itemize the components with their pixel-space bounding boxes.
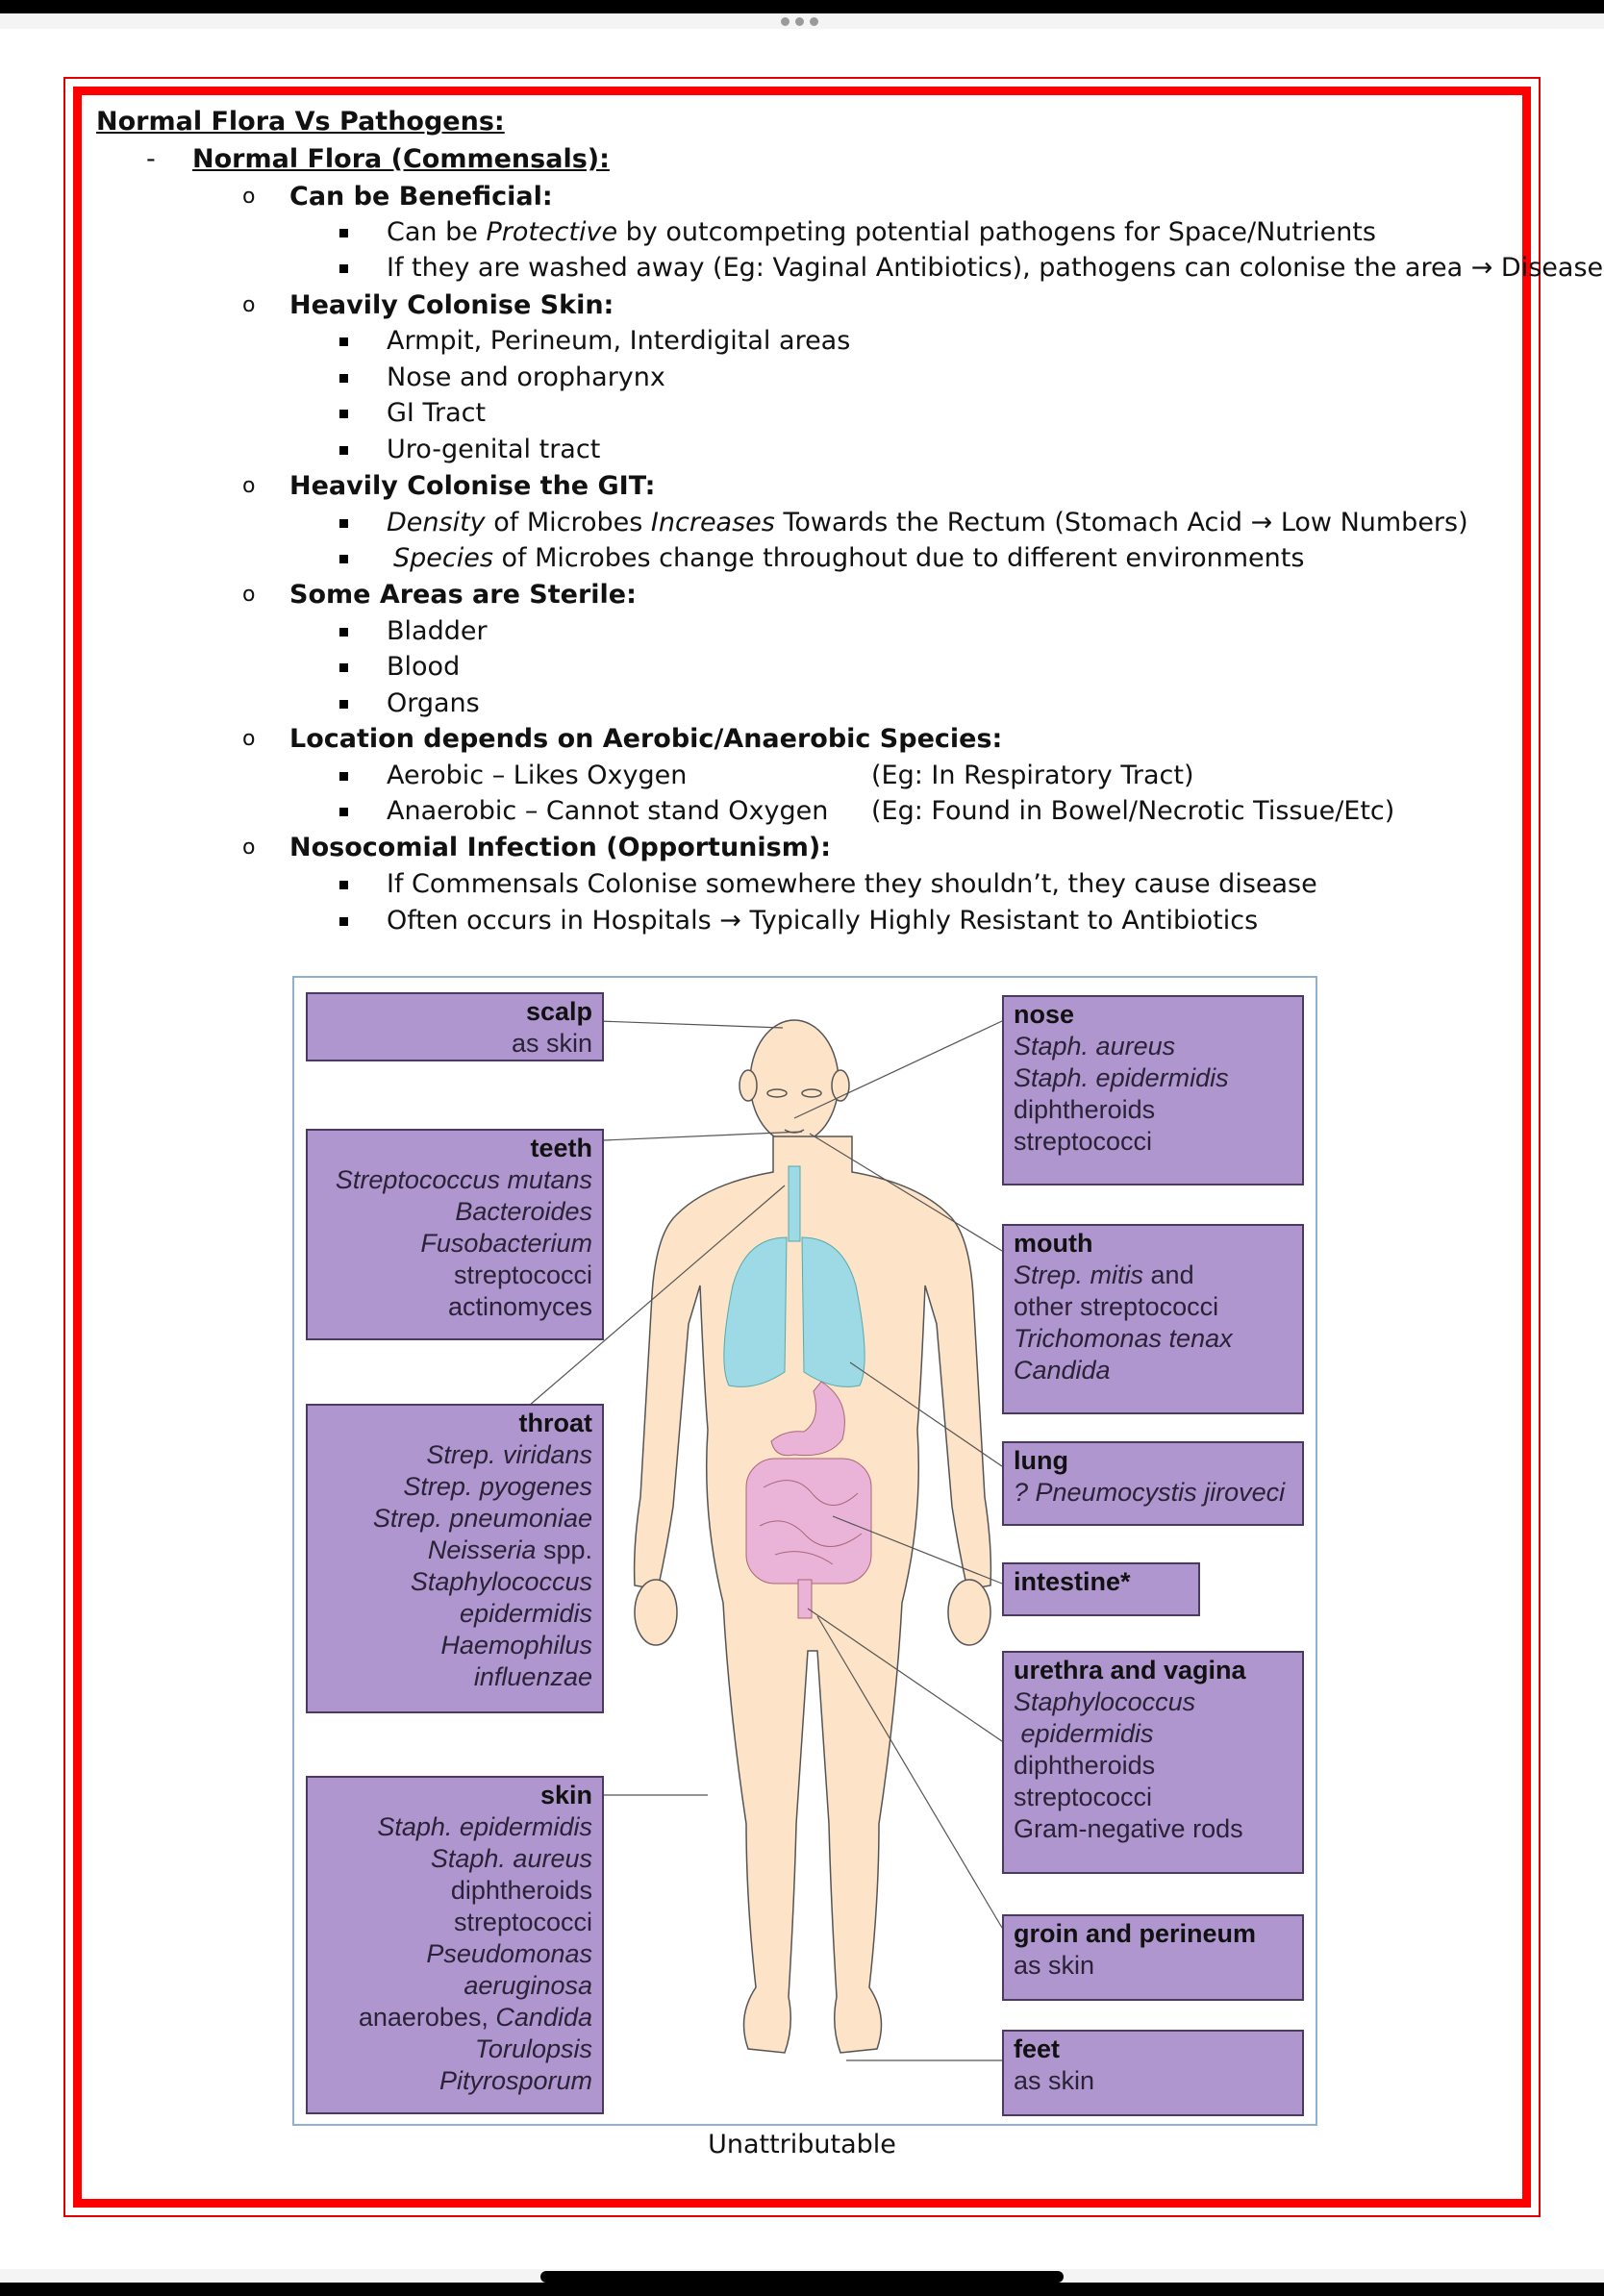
square-bullet-icon: [339, 772, 348, 781]
label-box-scalp: [306, 992, 604, 1061]
more-options-icon[interactable]: [781, 17, 823, 29]
label-line: diphtheroids: [450, 1876, 592, 1905]
label-line: Pityrosporum: [439, 2066, 592, 2095]
label-box-nose: [1002, 995, 1304, 1185]
status-bar: [0, 0, 1604, 13]
bullet-example: (Eg: In Respiratory Tract): [871, 761, 1194, 790]
label-line: Trichomonas tenax: [1014, 1324, 1233, 1353]
bullet-text: Can be Protective by outcompeting potential pathogens for Space/Nutrients: [387, 217, 1376, 247]
square-bullet-icon: [339, 628, 348, 636]
square-bullet-icon: [339, 337, 348, 346]
bullet-text: Density of Microbes Increases Towards the Rectum (Stomach Acid → Low Numbers): [387, 508, 1468, 537]
label-line: epidermidis: [1014, 1719, 1154, 1748]
label-line: Haemophilus: [440, 1631, 592, 1660]
label-line: influenzae: [473, 1662, 592, 1691]
section-title: Heavily Colonise the GIT:: [289, 471, 656, 501]
label-line: as skin: [511, 1029, 592, 1058]
bullet-text: GI Tract: [387, 398, 487, 428]
subheading: Normal Flora (Commensals):: [192, 144, 610, 174]
circle-bullet-icon: o: [242, 293, 256, 317]
label-title: skin: [539, 1781, 592, 1809]
section-title: Can be Beneficial:: [289, 182, 553, 212]
intestine-shape: [746, 1459, 871, 1584]
circle-bullet-icon: o: [242, 727, 256, 751]
label-title: feet: [1014, 2034, 1061, 2063]
square-bullet-icon: [339, 881, 348, 889]
label-line: Strep. mitis and: [1014, 1260, 1194, 1289]
square-bullet-icon: [339, 410, 348, 418]
square-bullet-icon: [339, 374, 348, 383]
label-title: mouth: [1014, 1229, 1093, 1258]
label-line: aeruginosa: [464, 1971, 592, 2000]
label-line: streptococci: [453, 1260, 592, 1289]
square-bullet-icon: [339, 917, 348, 926]
section-title: Some Areas are Sterile:: [289, 580, 637, 610]
label-line: Candida: [1014, 1356, 1111, 1385]
section-title: Nosocomial Infection (Opportunism):: [289, 833, 832, 862]
label-title: scalp: [525, 997, 592, 1026]
right-hand-shape: [948, 1580, 990, 1645]
trachea-shape: [789, 1166, 800, 1241]
bullet-text: If Commensals Colonise somewhere they shouldn’t, they cause disease: [387, 869, 1317, 899]
label-title: groin and perineum: [1014, 1919, 1257, 1948]
label-title: urethra and vagina: [1014, 1656, 1246, 1685]
square-bullet-icon: [339, 264, 348, 273]
bullet-text: If they are washed away (Eg: Vaginal Antibiotics), pathogens can colonise the area → Disease: [387, 253, 1604, 283]
label-line: Pseudomonas: [426, 1939, 592, 1968]
circle-bullet-icon: o: [242, 474, 256, 498]
circle-bullet-icon: o: [242, 836, 256, 860]
label-line: Torulopsis: [474, 2034, 592, 2063]
page-title: Normal Flora Vs Pathogens:: [96, 107, 505, 137]
bullet-text: Blood: [387, 652, 461, 682]
label-title: nose: [1014, 1000, 1075, 1029]
rectum-shape: [798, 1580, 812, 1618]
bullet-text: Uro-genital tract: [387, 435, 601, 464]
label-line: Strep. pyogenes: [403, 1472, 592, 1501]
bottom-bar: [0, 2283, 1604, 2296]
normal-flora-body-diagram: [292, 976, 1317, 2126]
label-line: ? Pneumocystis jiroveci: [1014, 1478, 1286, 1507]
label-title: throat: [518, 1409, 592, 1437]
bullet-text: Often occurs in Hospitals → Typically Highly Resistant to Antibiotics: [387, 906, 1259, 936]
bullet-text: Armpit, Perineum, Interdigital areas: [387, 326, 851, 356]
bullet-text: Nose and oropharynx: [387, 362, 665, 392]
square-bullet-icon: [339, 229, 348, 237]
label-line: Staph. aureus: [430, 1844, 592, 1873]
label-line: epidermidis: [459, 1599, 592, 1628]
label-box-lung: [1002, 1441, 1304, 1526]
label-box-throat: [306, 1404, 604, 1713]
label-line: Streptococcus mutans: [335, 1165, 592, 1194]
label-line: as skin: [1014, 1951, 1095, 1980]
label-line: Bacteroides: [455, 1197, 592, 1226]
label-line: anaerobes, Candida: [358, 2003, 592, 2032]
label-line: Fusobacterium: [420, 1229, 592, 1258]
label-line: Staph. epidermidis: [377, 1812, 592, 1841]
label-line: actinomyces: [447, 1292, 592, 1321]
bullet-example: (Eg: Found in Bowel/Necrotic Tissue/Etc): [871, 796, 1395, 826]
label-box-skin: [306, 1776, 604, 2114]
bullet-text: Organs: [387, 688, 480, 718]
label-line: Strep. viridans: [426, 1440, 592, 1469]
label-line: streptococci: [1014, 1783, 1153, 1811]
figure-caption: Unattributable: [708, 2130, 896, 2159]
home-indicator[interactable]: [540, 2271, 1064, 2283]
label-line: other streptococci: [1014, 1292, 1219, 1321]
label-line: Staph. epidermidis: [1014, 1063, 1229, 1092]
label-line: streptococci: [1014, 1127, 1153, 1156]
label-line: Staphylococcus: [1014, 1687, 1196, 1716]
circle-bullet-icon: o: [242, 185, 256, 209]
square-bullet-icon: [339, 808, 348, 816]
bullet-text: Species of Microbes change throughout due to different environments: [393, 543, 1305, 573]
label-line: Neisseria spp.: [427, 1535, 592, 1564]
square-bullet-icon: [339, 700, 348, 709]
label-line: Staphylococcus: [410, 1567, 592, 1596]
label-box-teeth: [306, 1129, 604, 1340]
square-bullet-icon: [339, 446, 348, 455]
label-line: Gram-negative rods: [1014, 1814, 1243, 1843]
left-hand-shape: [635, 1580, 677, 1645]
bullet-text: Aerobic – Likes Oxygen: [387, 761, 688, 790]
label-title: lung: [1014, 1446, 1068, 1475]
label-box-urethra-vagina: [1002, 1651, 1304, 1874]
square-bullet-icon: [339, 555, 348, 563]
dash-bullet-icon: -: [146, 144, 156, 174]
label-box-groin-perineum: [1002, 1914, 1304, 2001]
ear-shape: [739, 1070, 757, 1101]
square-bullet-icon: [339, 519, 348, 528]
label-box-mouth: [1002, 1224, 1304, 1414]
label-box-feet: [1002, 2030, 1304, 2116]
bullet-text: Anaerobic – Cannot stand Oxygen: [387, 796, 829, 826]
label-line: as skin: [1014, 2066, 1095, 2095]
label-box-intestine: [1002, 1562, 1200, 1616]
label-title: intestine*: [1014, 1567, 1131, 1596]
label-line: Staph. aureus: [1014, 1032, 1176, 1061]
label-line: diphtheroids: [1014, 1095, 1156, 1124]
section-title: Location depends on Aerobic/Anaerobic Species:: [289, 724, 1003, 754]
circle-bullet-icon: o: [242, 583, 256, 607]
label-title: teeth: [530, 1134, 592, 1162]
head-shape: [750, 1020, 839, 1143]
bullet-text: Bladder: [387, 616, 488, 646]
label-line: streptococci: [453, 1908, 592, 1936]
label-line: Strep. pneumoniae: [372, 1504, 592, 1533]
label-line: diphtheroids: [1014, 1751, 1156, 1780]
square-bullet-icon: [339, 663, 348, 672]
section-title: Heavily Colonise Skin:: [289, 290, 614, 320]
